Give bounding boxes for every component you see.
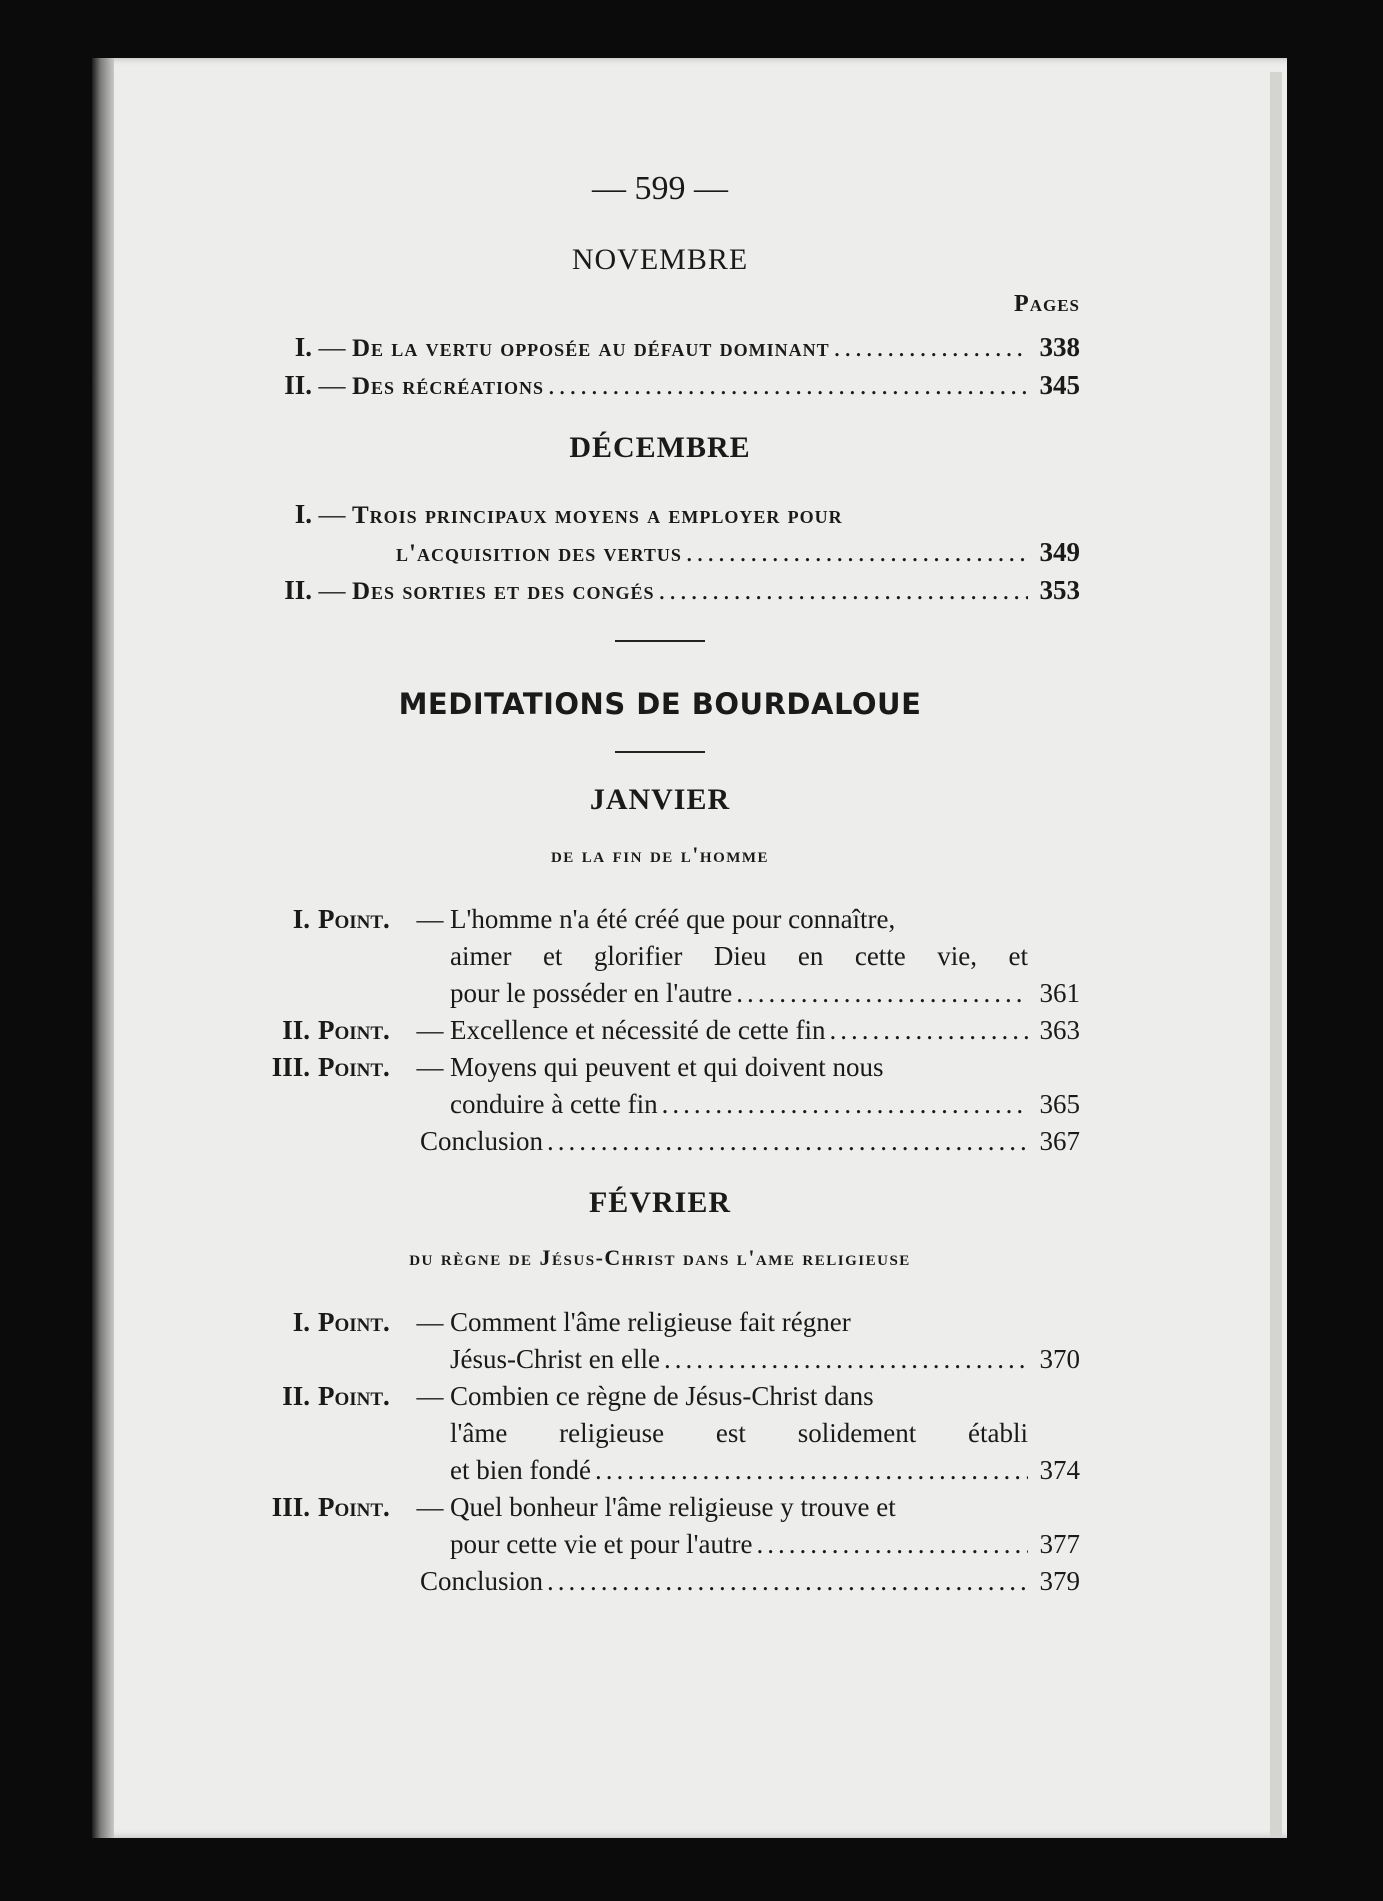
toc-entry: II. — Des sorties et des congés ..... 353 <box>240 572 1080 610</box>
point-continued <box>240 1452 1080 1489</box>
point-number: II. <box>282 1015 310 1045</box>
entry-page: 370 <box>1039 1344 1080 1374</box>
toc-entry-continued <box>240 534 1080 572</box>
month-title-janvier: JANVIER <box>589 783 731 816</box>
point-continued <box>240 1341 1080 1378</box>
point-entry: II. Point. — Combien ce règne de Jésus-Christ dans <box>240 1378 1080 1415</box>
point-label: Point. <box>318 1015 390 1045</box>
point-number: III. <box>271 1052 310 1082</box>
point-continued <box>240 1086 1080 1123</box>
entry-title: Trois principaux moyens a employer pour <box>352 502 843 529</box>
month-title-novembre: NOVEMBRE <box>571 243 749 276</box>
entry-title: l'acquisition des vertus <box>396 540 682 567</box>
point-number: II. <box>282 1381 310 1411</box>
point-continued <box>240 1526 1080 1563</box>
point-continued <box>240 975 1080 1012</box>
entry-number: I. <box>294 332 312 362</box>
point-text: Comment l'âme religieuse fait régner <box>450 1307 851 1337</box>
point-text: aimer et glorifier Dieu en cette vie, et <box>450 941 1028 971</box>
entry-page: 363 <box>1039 1015 1080 1045</box>
toc-entry: I. — De la vertu opposée au défaut dominant ..... 338 <box>240 329 1080 367</box>
point-label: Point. <box>318 1307 390 1337</box>
entry-number: II. <box>284 575 312 605</box>
page-edge <box>1270 72 1282 1838</box>
entry-title: Des récréations <box>352 373 545 400</box>
point-continued <box>240 938 1080 975</box>
conclusion-label: Conclusion <box>420 1566 544 1596</box>
entry-title: Des sorties et des congés <box>352 578 655 605</box>
section-title: MEDITATIONS DE BOURDALOUE <box>398 687 922 721</box>
point-text: l'âme religieuse est solidement établi <box>450 1418 1028 1448</box>
point-entry: II. Point. — Excellence et nécessité de cette fin ..... 363 <box>240 1012 1080 1049</box>
point-number: I. <box>292 904 310 934</box>
point-entry: I. Point. — L'homme n'a été créé que pour connaître, <box>240 901 1080 938</box>
entry-number: I. <box>294 499 312 529</box>
point-text: Jésus-Christ en elle <box>450 1344 660 1374</box>
entry-title: De la vertu opposée au défaut dominant <box>352 335 830 362</box>
conclusion-label: Conclusion <box>420 1126 544 1156</box>
point-continued <box>240 1415 1080 1452</box>
conclusion-entry <box>240 1563 1080 1600</box>
entry-page: 365 <box>1039 1089 1080 1119</box>
point-entry: I. Point. — Comment l'âme religieuse fait régner <box>240 1304 1080 1341</box>
section-divider <box>615 751 705 753</box>
point-text: pour le posséder en l'autre <box>450 978 733 1008</box>
page-number: — 599 — <box>592 170 728 207</box>
month-title-fevrier: FÉVRIER <box>588 1186 731 1219</box>
point-label: Point. <box>318 904 390 934</box>
point-label: Point. <box>318 1052 390 1082</box>
point-text: Combien ce règne de Jésus-Christ dans <box>450 1381 874 1411</box>
point-text: conduire à cette fin <box>450 1089 658 1119</box>
month-subtitle: du règne de Jésus-Christ dans l'ame religieuse <box>409 1245 911 1270</box>
toc-entry: II. — Des récréations ..... 345 <box>240 367 1080 405</box>
entry-page: 338 <box>1039 332 1080 362</box>
entry-page: 353 <box>1039 575 1080 605</box>
point-entry: III. Point. — Quel bonheur l'âme religieuse y trouve et <box>240 1489 1080 1526</box>
entry-number: II. <box>284 370 312 400</box>
point-entry: III. Point. — Moyens qui peuvent et qui doivent nous <box>240 1049 1080 1086</box>
point-label: Point. <box>318 1381 390 1411</box>
conclusion-entry <box>240 1123 1080 1160</box>
point-text: Excellence et nécessité de cette fin <box>450 1015 826 1045</box>
table-of-contents <box>240 170 1080 1600</box>
point-text: pour cette vie et pour l'autre <box>450 1529 753 1559</box>
entry-page: 349 <box>1039 537 1080 567</box>
section-divider <box>615 640 705 642</box>
month-subtitle: de la fin de l'homme <box>550 842 770 867</box>
book-spine <box>92 58 114 1838</box>
entry-page: 377 <box>1039 1529 1080 1559</box>
point-label: Point. <box>318 1492 390 1522</box>
entry-page: 379 <box>1039 1566 1080 1596</box>
entry-page: 361 <box>1039 978 1080 1008</box>
point-number: I. <box>292 1307 310 1337</box>
point-text: L'homme n'a été créé que pour connaître, <box>450 904 896 934</box>
point-text: Quel bonheur l'âme religieuse y trouve et <box>450 1492 896 1522</box>
entry-page: 367 <box>1039 1126 1080 1156</box>
point-text: et bien fondé <box>450 1455 591 1485</box>
month-title-decembre: DÉCEMBRE <box>569 431 751 464</box>
toc-entry: I. — Trois principaux moyens a employer pour <box>240 496 1080 534</box>
point-text: Moyens qui peuvent et qui doivent nous <box>450 1052 884 1082</box>
entry-page: 345 <box>1039 370 1080 400</box>
point-number: III. <box>271 1492 310 1522</box>
pages-column-label: Pages <box>1014 291 1080 317</box>
entry-page: 374 <box>1039 1455 1080 1485</box>
